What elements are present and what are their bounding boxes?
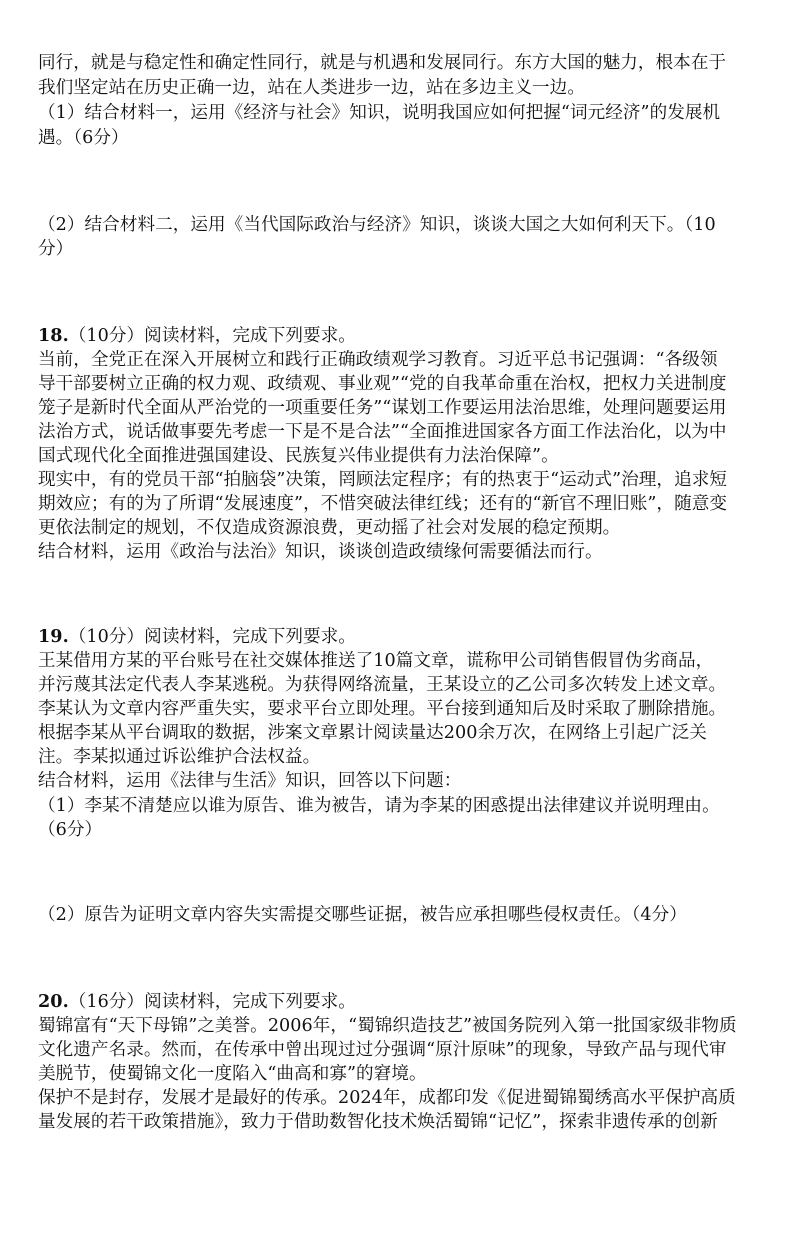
q20-line-5: 量发展的若干政策措施》，致力于借助数智化技术焕活蜀锦“记忆”，探索非遗传承的创新 [38, 1112, 718, 1132]
q20-line-3: 美脱节，使蜀锦文化一度陷入“曲高和寡”的窘境。 [38, 1064, 427, 1084]
q18-line-3: 笼子是新时代全面从严治党的一项重要任务”“谋划工作要运用法治思维，处理问题要运用 [38, 398, 727, 418]
q20-line-2: 文化遗产名录。然而，在传承中曾出现过过分强调“原汁原味”的现象，导致产品与现代审 [38, 1040, 727, 1060]
q18-line-8: 更依法制定的规划，不仅造成资源浪费，更动摇了社会对发展的稳定预期。 [38, 518, 621, 538]
q17-part1-line-1: （1）结合材料一，运用《经济与社会》知识，说明我国应如何把握“词元经济”的发展机 [38, 103, 721, 123]
q18-line-4: 法治方式，说话做事要先考虑一下是不是合法”“全面推进国家各方面工作法治化，以为中 [38, 422, 727, 442]
q19-header [38, 625, 758, 649]
q17-part2-line-2: 分） [38, 239, 74, 259]
q19-line-4: 根据李某从平台调取的数据，涉案文章累计阅读量达200余万次，在网络上引起广泛关 [38, 723, 707, 743]
q17-part2-line-1: （2）结合材料二，运用《当代国际政治与经济》知识，谈谈大国之大如何利天下。（10 [38, 215, 716, 235]
q19-part2-line-1: （2）原告为证明文章内容失实需提交哪些证据，被告应承担哪些侵权责任。（4分） [38, 905, 687, 925]
q18-line-1: 当前，全党正在深入开展树立和践行正确政绩观学习教育。习近平总书记强调：“各级领 [38, 350, 718, 370]
q19-header-text: （10分）阅读材料，完成下列要求。 [68, 627, 356, 647]
q18-line-6: 现实中，有的党员干部“拍脑袋”决策，罔顾法定程序；有的热衷于“运动式”治理，追求短 [38, 470, 727, 490]
q20-header [38, 990, 758, 1014]
q19-part1-line-2: （6分） [38, 820, 103, 840]
q20-line-4: 保护不是封存，发展才是最好的传承。2024年，成都印发《促进蜀锦蜀绣高水平保护高质 [38, 1088, 736, 1108]
q20-number: 20. [38, 991, 69, 1012]
q17-part1-line-2: 遇。（6分） [38, 128, 129, 148]
q19-number: 19. [38, 626, 69, 647]
q18-line-7: 期效应；有的为了所谓“发展速度”，不惜突破法律红线；还有的“新官不理旧账”，随意变 [38, 494, 728, 514]
q18-number: 18. [38, 325, 69, 346]
q19-line-1: 王某借用方某的平台账号在社交媒体推送了10篇文章，谎称甲公司销售假冒伪劣商品， [38, 651, 714, 671]
intro-line-2: 我们坚定站在历史正确一边，站在人类进步一边，站在多边主义一边。 [38, 78, 585, 98]
q19-part1-line-1: （1）李某不清楚应以谁为原告、谁为被告，请为李某的困惑提出法律建议并说明理由。 [38, 796, 720, 816]
q18-line-9: 结合材料，运用《政治与法治》知识，谈谈创造政绩缘何需要循法而行。 [38, 542, 603, 562]
intro-line-1: 同行，就是与稳定性和确定性同行，就是与机遇和发展同行。东方大国的魅力，根本在于 [38, 53, 727, 73]
q19-line-2: 并污蔑其法定代表人李某逃税。为获得网络流量，王某设立的乙公司多次转发上述文章。 [38, 675, 727, 695]
q20-line-1: 蜀锦富有“天下母锦”之美誉。2006年，“蜀锦织造技艺”被国务院列入第一批国家级非物质 [38, 1016, 737, 1036]
q20-header-text: （16分）阅读材料，完成下列要求。 [68, 992, 356, 1012]
q18-line-2: 导干部要树立正确的权力观、政绩观、事业观”“党的自我革命重在治权，把权力关进制度 [38, 374, 727, 394]
q18-line-5: 国式现代化全面推进强国建设、民族复兴伟业提供有力法治保障”。 [38, 446, 559, 466]
q18-header [38, 324, 758, 348]
q19-line-6: 结合材料，运用《法律与生活》知识，回答以下问题： [38, 771, 462, 791]
q18-header-text: （10分）阅读材料，完成下列要求。 [68, 326, 356, 346]
q19-line-5: 注。李某拟通过诉讼维护合法权益。 [38, 747, 321, 767]
q19-line-3: 李某认为文章内容严重失实，要求平台立即处理。平台接到通知后及时采取了删除措施。 [38, 699, 727, 719]
